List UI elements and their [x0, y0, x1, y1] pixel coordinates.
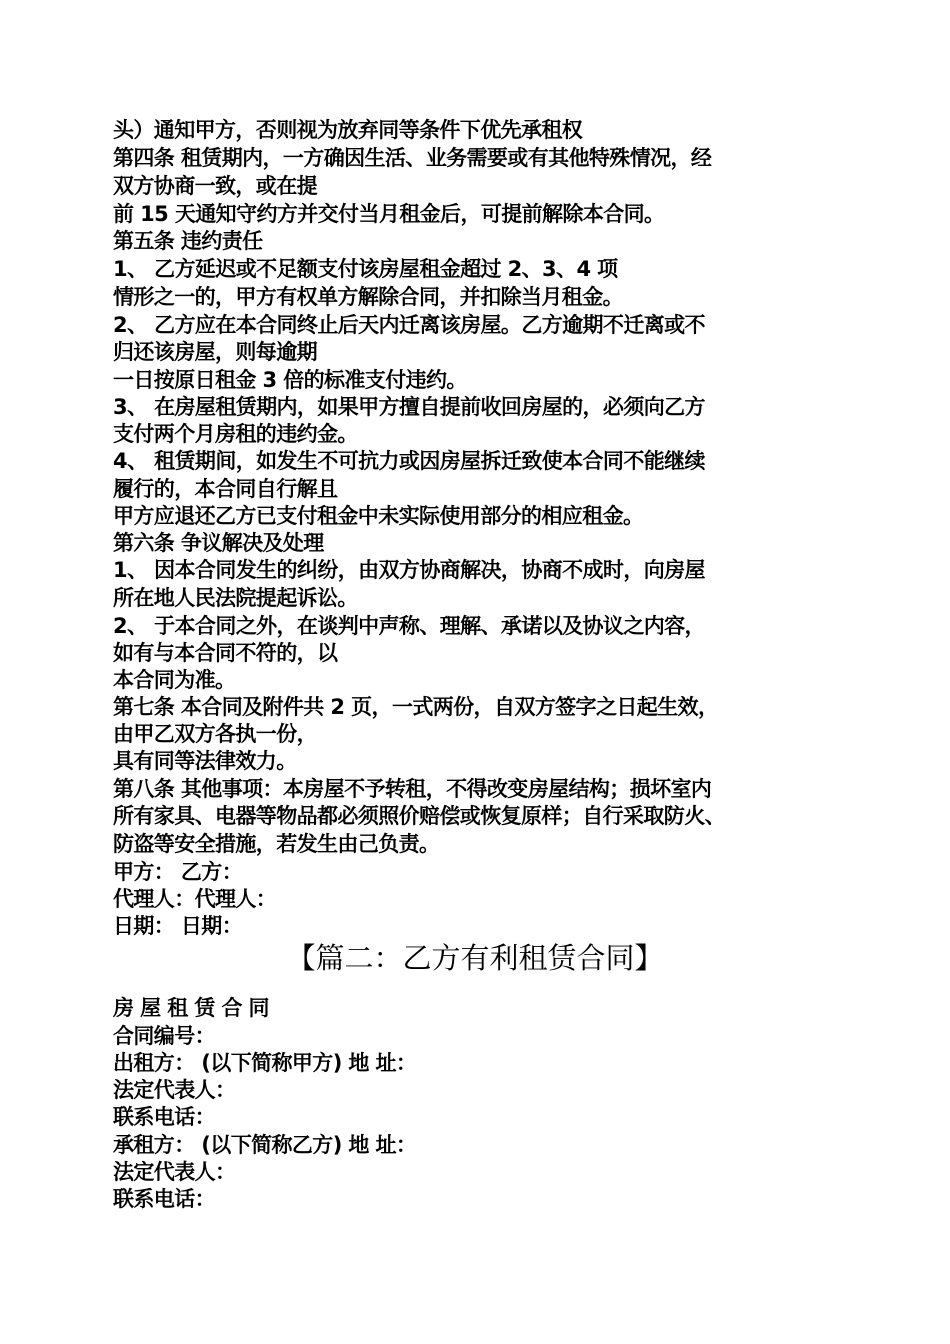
text-line: 前 15 天通知守约方并交付当月租金后，可提前解除本合同。	[113, 202, 665, 226]
text-line: 1、 乙方延迟或不足额支付该房屋租金超过 2、3、4 项	[113, 257, 618, 281]
text-line: 履行的，本合同自行解且	[113, 477, 338, 501]
text-line: 所有家具、电器等物品都必须照价赔偿或恢复原样；自行采取防火、	[113, 804, 725, 828]
text-line: 情形之一的，甲方有权单方解除合同，并扣除当月租金。	[113, 285, 623, 309]
text-line: 4、 租赁期间，如发生不可抗力或因房屋拆迁致使本合同不能继续	[113, 449, 705, 473]
text-line: 本合同为准。	[113, 668, 236, 692]
section-heading: 【篇二：乙方有利租赁合同】	[286, 941, 664, 975]
contract-number-field: 合同编号：	[113, 1024, 215, 1048]
text-line: 第四条 租赁期内，一方确因生活、业务需要或有其他特殊情况，经	[113, 146, 712, 170]
text-line: 如有与本合同不符的，以	[113, 641, 338, 665]
text-line: 2、 乙方应在本合同终止后天内迁离该房屋。乙方逾期不迁离或不	[113, 313, 705, 337]
text-line: 头）通知甲方，否则视为放弃同等条件下优先承租权	[113, 118, 583, 142]
text-line: 支付两个月房租的违约金。	[113, 422, 358, 446]
lessor-phone-field: 联系电话：	[113, 1105, 215, 1129]
text-line: 所在地人民法院提起诉讼。	[113, 586, 358, 610]
text-line: 2、 于本合同之外，在谈判中声称、理解、承诺以及协议之内容，	[113, 614, 705, 638]
contract-title: 房 屋 租 赁 合 同	[113, 996, 269, 1020]
text-line: 防盗等安全措施，若发生由己负责。	[113, 832, 440, 856]
lessor-field: 出租方： (以下简称甲方) 地 址：	[113, 1051, 417, 1075]
signature-party-line: 甲方： 乙方：	[113, 860, 243, 884]
text-line: 归还该房屋，则每逾期	[113, 340, 317, 364]
text-line: 第六条 争议解决及处理	[113, 531, 324, 555]
text-line: 3、 在房屋租赁期内，如果甲方擅自提前收回房屋的，必须向乙方	[113, 395, 705, 419]
signature-date-line: 日期： 日期：	[113, 914, 243, 938]
text-line: 第八条 其他事项：本房屋不予转租，不得改变房屋结构；损坏室内	[113, 777, 712, 801]
lessee-field: 承租方： (以下简称乙方) 地 址：	[113, 1133, 417, 1157]
text-line: 具有同等法律效力。	[113, 749, 297, 773]
text-line: 由甲乙双方各执一份，	[113, 722, 317, 746]
lessee-representative-field: 法定代表人：	[113, 1160, 236, 1184]
text-line: 双方协商一致，或在提	[113, 174, 317, 198]
signature-agent-line: 代理人：代理人：	[113, 887, 277, 911]
text-line: 1、 因本合同发生的纠纷，由双方协商解决，协商不成时，向房屋	[113, 558, 705, 582]
text-line: 第五条 违约责任	[113, 229, 263, 253]
text-line: 一日按原日租金 3 倍的标准支付违约。	[113, 368, 467, 392]
lessee-phone-field: 联系电话：	[113, 1187, 215, 1211]
text-line: 第七条 本合同及附件共 2 页，一式两份，自双方签字之日起生效，	[113, 695, 719, 719]
lessor-representative-field: 法定代表人：	[113, 1078, 236, 1102]
text-line: 甲方应退还乙方已支付租金中未实际使用部分的相应租金。	[113, 504, 644, 528]
